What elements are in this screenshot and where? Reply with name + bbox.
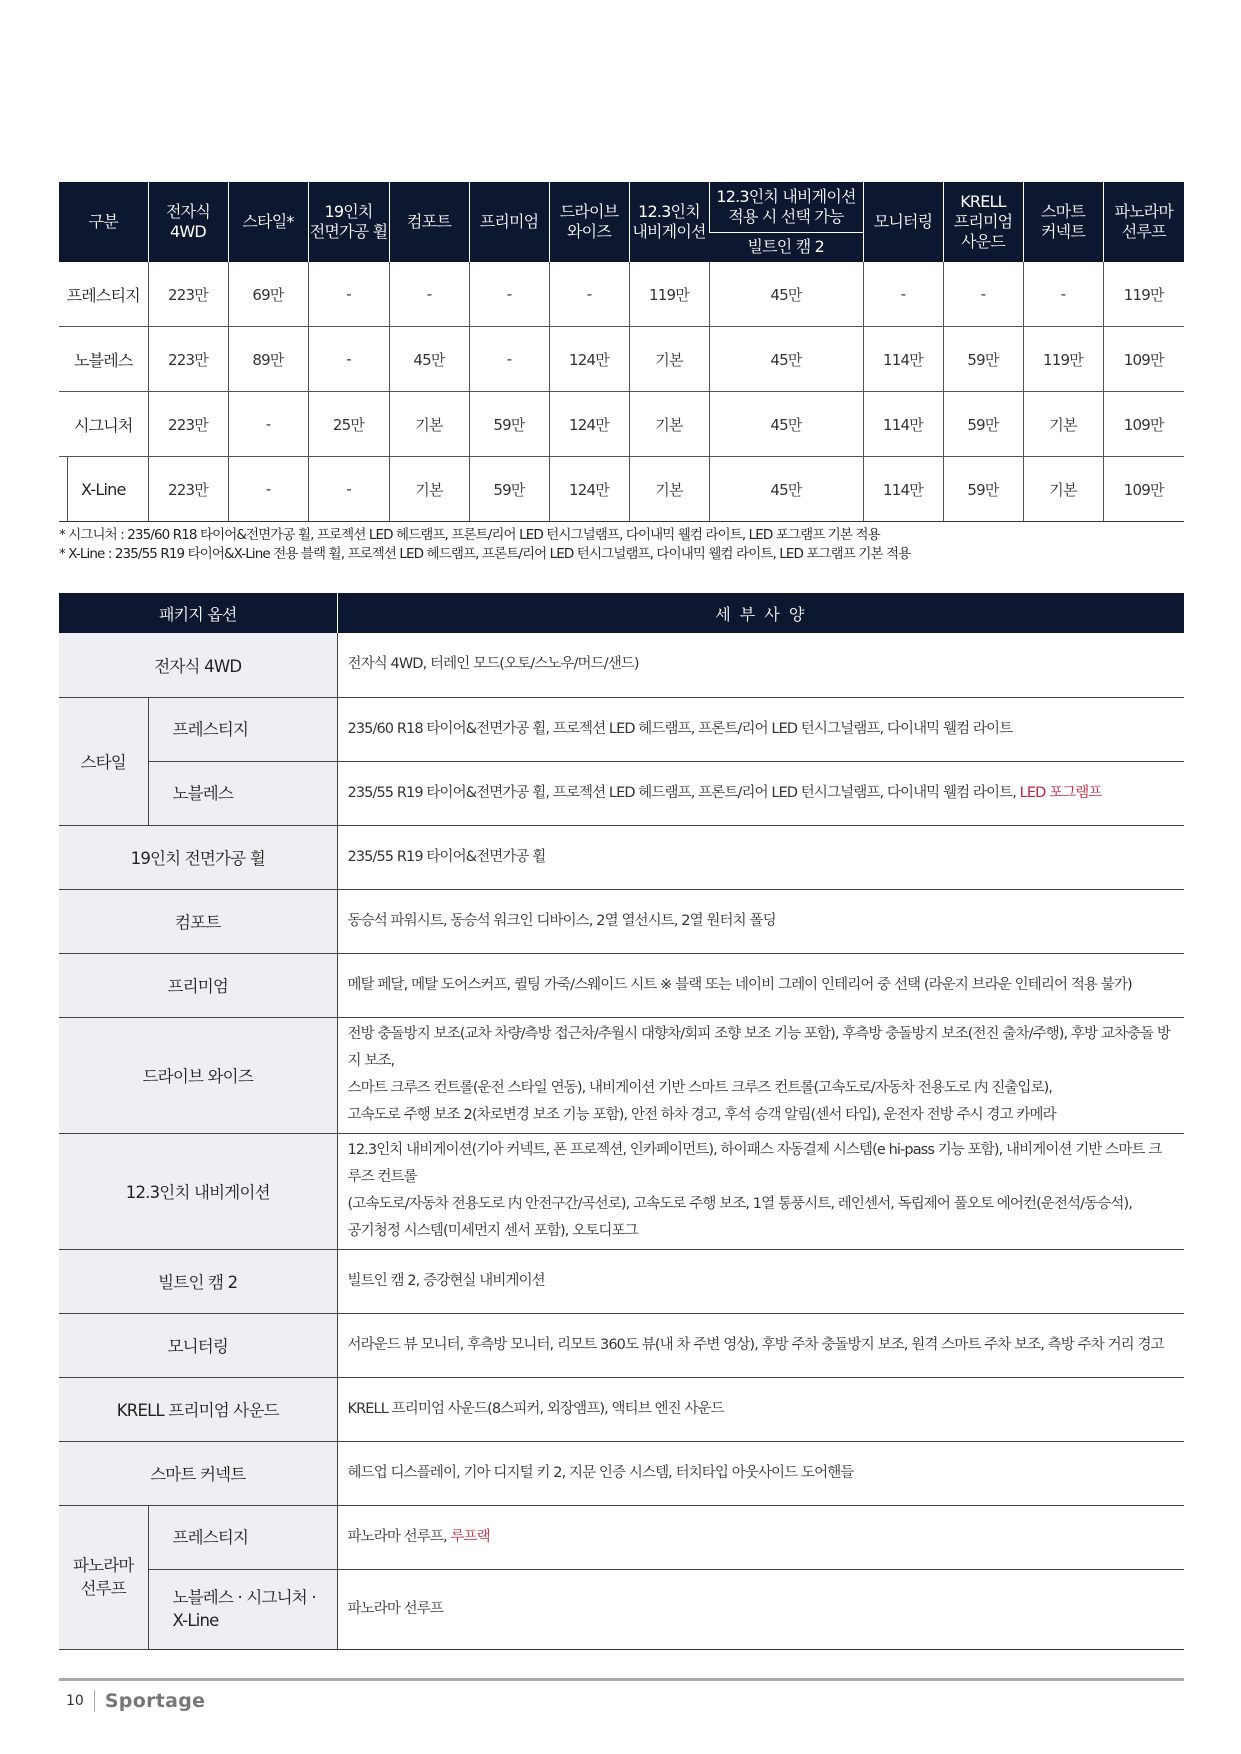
footer-divider <box>59 1678 1184 1681</box>
price-cell: - <box>389 262 469 327</box>
option-style-prestige-desc: 235/60 R18 타이어&전면가공 휠, 프로젝션 LED 헤드램프, 프론트/리어 LED 턴시그널램프, 다이내믹 웰컴 라이트 <box>337 697 1184 761</box>
option-style: 스타일 <box>59 697 148 825</box>
trim-name: 시그니처 <box>59 392 148 457</box>
price-cell: 119만 <box>1023 327 1103 392</box>
price-cell: - <box>228 457 308 522</box>
price-cell: 25만 <box>308 392 389 457</box>
header-wheel19: 19인치 전면가공 휠 <box>308 182 389 262</box>
price-cell: 45만 <box>389 327 469 392</box>
price-cell: - <box>308 327 389 392</box>
option-price-table <box>59 182 1184 522</box>
price-cell: 기본 <box>1023 392 1103 457</box>
price-cell: - <box>308 457 389 522</box>
option-monitoring: 모니터링 <box>59 1313 337 1377</box>
option-navi-desc: 12.3인치 내비게이션(기아 커넥트, 폰 프로젝션, 인카페이먼트), 하이패스 자동결제 시스템(e hi-pass 기능 포함), 내비게이션 기반 스마트 크루즈 컨트롤 (고속도로/자동차 전용도로 内 안전구간/곡선로), 고속도로 주행 보조, 1열 통풍시트, 레인센서, 독립제어 풀오토 에어컨(운전석/동승석), 공기청정 시스템(미세먼지 센서 포함), 오토디포그 <box>337 1133 1184 1249</box>
highlight-roof-rack: 루프랙 <box>450 1528 490 1545</box>
option-sunroof-prestige-desc: 파노라마 선루프, 루프랙 <box>337 1505 1184 1569</box>
price-cell: 기본 <box>1023 457 1103 522</box>
header-krell: KRELL 프리미엄 사운드 <box>943 182 1023 262</box>
price-cell: 59만 <box>943 457 1023 522</box>
price-cell: 223만 <box>148 327 228 392</box>
price-cell: 109만 <box>1103 392 1184 457</box>
sub-trim-indent-line <box>67 457 68 521</box>
price-cell: 109만 <box>1103 327 1184 392</box>
price-cell: - <box>228 392 308 457</box>
footnote-xline: * X-Line : 235/55 R19 타이어&X-Line 전용 블랙 휠, 프로젝션 LED 헤드램프, 프론트/리어 LED 턴시그널램프, 다이내믹 웰컴 라이트, LED 포그램프 기본 적용 <box>59 546 911 562</box>
trim-name: 프레스티지 <box>59 262 148 327</box>
price-row <box>59 262 1184 327</box>
price-cell: 59만 <box>469 392 549 457</box>
option-drivewise: 드라이브 와이즈 <box>59 1017 337 1133</box>
price-cell: 223만 <box>148 262 228 327</box>
option-comfort-desc: 동승석 파워시트, 동승석 워크인 디바이스, 2열 열선시트, 2열 원터치 폴딩 <box>337 889 1184 953</box>
option-style-noblesse-desc: 235/55 R19 타이어&전면가공 휠, 프로젝션 LED 헤드램프, 프론트/리어 LED 턴시그널램프, 다이내믹 웰컴 라이트, LED 포그램프 <box>337 761 1184 825</box>
price-cell: 기본 <box>389 457 469 522</box>
price-cell: - <box>863 262 943 327</box>
option-premium-desc: 메탈 페달, 메탈 도어스커프, 퀼팅 가죽/스웨이드 시트 ※ 블랙 또는 네이비 그레이 인테리어 중 선택 (라운지 브라운 인테리어 적용 불가) <box>337 953 1184 1017</box>
header-comfort: 컴포트 <box>389 182 469 262</box>
price-cell: 223만 <box>148 457 228 522</box>
header-category: 구분 <box>88 212 118 231</box>
option-monitoring-desc: 서라운드 뷰 모니터, 후측방 모니터, 리모트 360도 뷰(내 차 주변 영상), 후방 주차 충돌방지 보조, 원격 스마트 주차 보조, 측방 주차 거리 경고 <box>337 1313 1184 1377</box>
option-smart-connect: 스마트 커넥트 <box>59 1441 337 1505</box>
option-krell-desc: KRELL 프리미엄 사운드(8스피커, 외장앰프), 액티브 엔진 사운드 <box>337 1377 1184 1441</box>
price-cell: 124만 <box>549 392 629 457</box>
option-builtin-cam-desc: 빌트인 캠 2, 증강현실 내비게이션 <box>337 1249 1184 1313</box>
header-builtin-cam: 빌트인 캠 2 <box>709 232 863 262</box>
price-cell: 124만 <box>549 327 629 392</box>
trim-name <box>59 457 148 522</box>
header-navi: 12.3인치 내비게이션 <box>629 182 709 262</box>
price-cell: 59만 <box>943 327 1023 392</box>
price-row <box>59 457 1184 522</box>
highlight-fog-lamp: LED 포그램프 <box>1019 784 1102 801</box>
header-premium: 프리미엄 <box>469 182 549 262</box>
option-awd: 전자식 4WD <box>59 633 337 697</box>
price-cell: 119만 <box>1103 262 1184 327</box>
price-cell: 기본 <box>629 327 709 392</box>
option-style-noblesse: 노블레스 <box>148 761 337 825</box>
price-cell: 기본 <box>629 457 709 522</box>
footnote-signature: * 시그니처 : 235/60 R18 타이어&전면가공 휠, 프로젝션 LED 헤드램프, 프론트/리어 LED 턴시그널램프, 다이내믹 웰컴 라이트, LED 포그램프 기본 적용 <box>59 527 880 543</box>
price-cell: - <box>1023 262 1103 327</box>
price-cell: 223만 <box>148 392 228 457</box>
price-cell: 114만 <box>863 392 943 457</box>
header-awd: 전자식 4WD <box>148 182 228 262</box>
option-style-prestige: 프레스티지 <box>148 697 337 761</box>
header-detail-spec: 세 부 사 양 <box>337 593 1184 633</box>
header-package-option: 패키지 옵션 <box>158 604 237 624</box>
footer-separator <box>94 1690 95 1712</box>
page-number: 10 <box>66 1693 84 1709</box>
price-cell: - <box>308 262 389 327</box>
option-comfort: 컴포트 <box>59 889 337 953</box>
price-cell: 기본 <box>389 392 469 457</box>
option-wheel19: 19인치 전면가공 휠 <box>59 825 337 889</box>
header-monitoring: 모니터링 <box>863 182 943 262</box>
option-sunroof-prestige: 프레스티지 <box>148 1505 337 1569</box>
option-sunroof: 파노라마 선루프 <box>59 1505 148 1649</box>
footnotes <box>59 526 910 564</box>
price-cell: 119만 <box>629 262 709 327</box>
option-sunroof-others: 노블레스 · 시그니처 · X-Line <box>148 1569 337 1649</box>
price-row <box>59 392 1184 457</box>
price-cell: 69만 <box>228 262 308 327</box>
option-awd-desc: 전자식 4WD, 터레인 모드(오토/스노우/머드/샌드) <box>337 633 1184 697</box>
price-cell: 89만 <box>228 327 308 392</box>
header-style: 스타일* <box>228 182 308 262</box>
price-cell: 59만 <box>943 392 1023 457</box>
option-navi: 12.3인치 내비게이션 <box>59 1133 337 1249</box>
price-row <box>59 327 1184 392</box>
price-cell: 기본 <box>629 392 709 457</box>
option-premium: 프리미엄 <box>59 953 337 1017</box>
page-footer <box>66 1689 205 1713</box>
option-wheel19-desc: 235/55 R19 타이어&전면가공 휠 <box>337 825 1184 889</box>
option-sunroof-others-desc: 파노라마 선루프 <box>337 1569 1184 1649</box>
header-navi-option: 12.3인치 내비게이션 적용 시 선택 가능 <box>709 182 863 232</box>
price-cell: 45만 <box>709 327 863 392</box>
price-cell: - <box>549 262 629 327</box>
price-cell: 114만 <box>863 327 943 392</box>
price-cell: - <box>943 262 1023 327</box>
price-cell: - <box>469 262 549 327</box>
option-builtin-cam: 빌트인 캠 2 <box>59 1249 337 1313</box>
header-sunroof: 파노라마 선루프 <box>1103 182 1184 262</box>
trim-label: X-Line <box>81 479 126 499</box>
price-cell: - <box>469 327 549 392</box>
trim-name: 노블레스 <box>59 327 148 392</box>
price-cell: 109만 <box>1103 457 1184 522</box>
package-detail-table <box>59 593 1184 1650</box>
price-cell: 59만 <box>469 457 549 522</box>
option-smart-connect-desc: 헤드업 디스플레이, 기아 디지털 키 2, 지문 인증 시스템, 터치타입 아웃사이드 도어핸들 <box>337 1441 1184 1505</box>
price-cell: 124만 <box>549 457 629 522</box>
price-cell: 45만 <box>709 392 863 457</box>
price-cell: 45만 <box>709 262 863 327</box>
price-cell: 45만 <box>709 457 863 522</box>
option-krell: KRELL 프리미엄 사운드 <box>59 1377 337 1441</box>
price-cell: 114만 <box>863 457 943 522</box>
brand-name: Sportage <box>104 1690 206 1712</box>
header-smart-connect: 스마트 커넥트 <box>1023 182 1103 262</box>
header-drivewise: 드라이브 와이즈 <box>549 182 629 262</box>
option-drivewise-desc: 전방 충돌방지 보조(교차 차량/측방 접근차/추월시 대향차/회피 조향 보조 기능 포함), 후측방 충돌방지 보조(전진 출차/주행), 후방 교차충돌 방지 보조, 스마트 크루즈 컨트롤(운전 스타일 연동), 내비게이션 기반 스마트 크루즈 컨트롤(고속도로/자동차 전용도로 内 진출입로), 고속도로 주행 보조 2(차로변경 보조 기능 포함), 안전 하차 경고, 후석 승객 알림(센서 타입), 운전자 전방 주시 경고 카메라 <box>337 1017 1184 1133</box>
